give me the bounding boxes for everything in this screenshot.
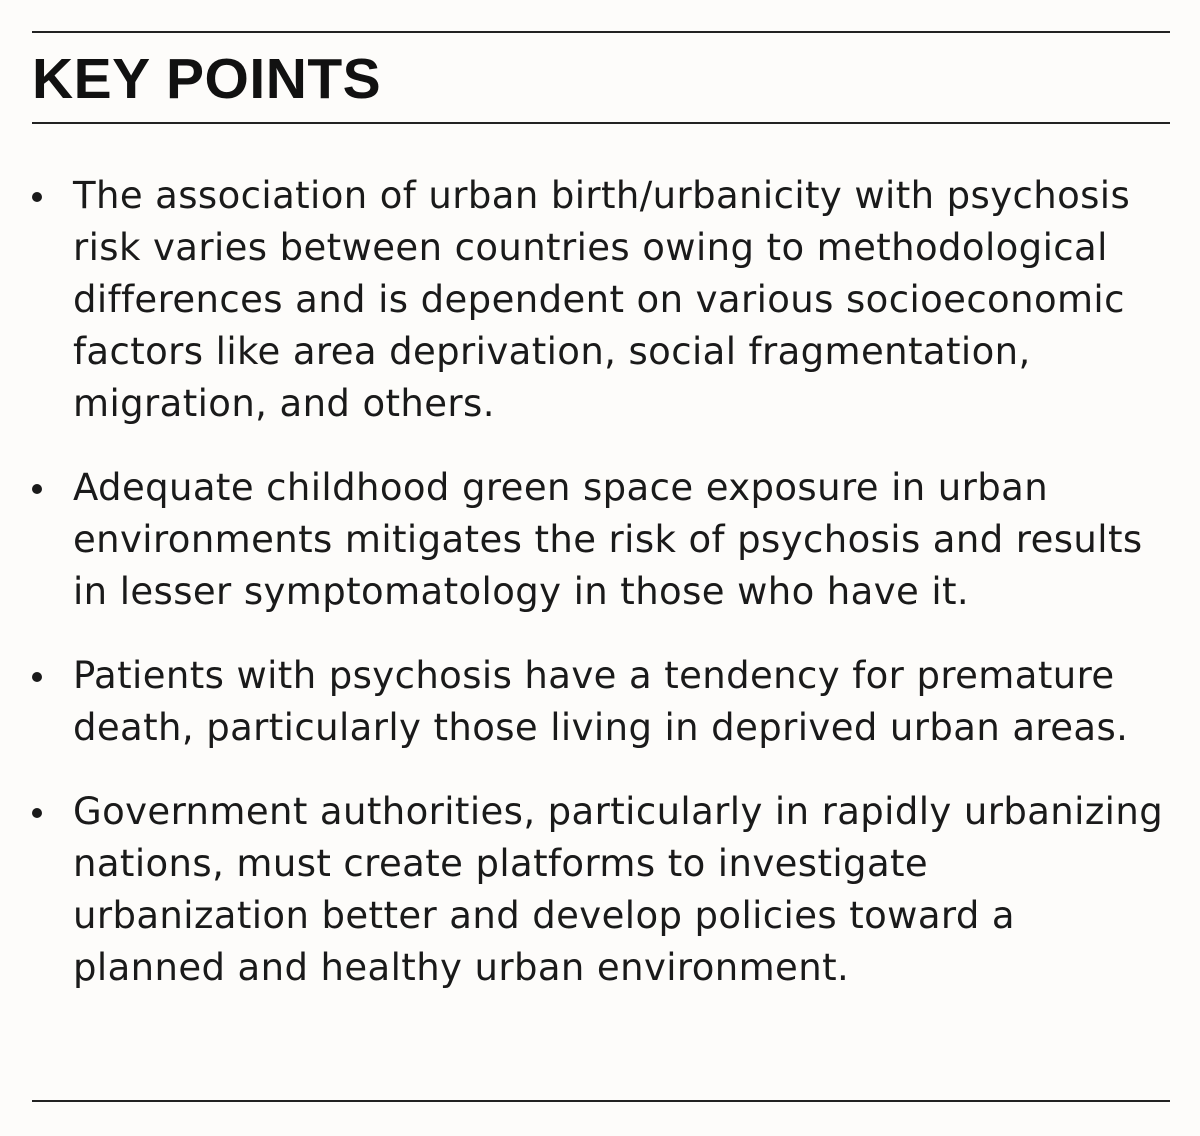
- title-rule: [32, 122, 1170, 124]
- key-point-text: Adequate childhood green space exposure in urban environments mitigates the risk of psychosis and results in lesser symptomatology in those who have it.: [73, 466, 1143, 613]
- bullet-icon: [32, 808, 42, 818]
- key-point-item: [32, 786, 1172, 994]
- bottom-rule: [32, 1100, 1170, 1102]
- key-point-item: [32, 170, 1172, 430]
- key-points-box: [32, 0, 1170, 1136]
- key-point-item: [32, 650, 1172, 754]
- bullet-icon: [32, 672, 42, 682]
- key-points-list: [32, 170, 1172, 1026]
- key-point-item: [32, 462, 1172, 618]
- section-title: KEY POINTS: [32, 47, 382, 111]
- top-rule: [32, 31, 1170, 33]
- bullet-icon: [32, 192, 42, 202]
- key-point-text: Government authorities, particularly in rapidly urbanizing nations, must create platforms to investigate urbanization better and develop policies toward a planned and healthy urban environment.: [73, 790, 1164, 989]
- key-point-text: Patients with psychosis have a tendency for premature death, particularly those living in deprived urban areas.: [73, 654, 1129, 749]
- key-point-text: The association of urban birth/urbanicity with psychosis risk varies between countries owing to methodological differences and is dependent on various socioeconomic factors like area deprivation, social fragmentation, migration, and others.: [73, 174, 1131, 425]
- bullet-icon: [32, 484, 42, 494]
